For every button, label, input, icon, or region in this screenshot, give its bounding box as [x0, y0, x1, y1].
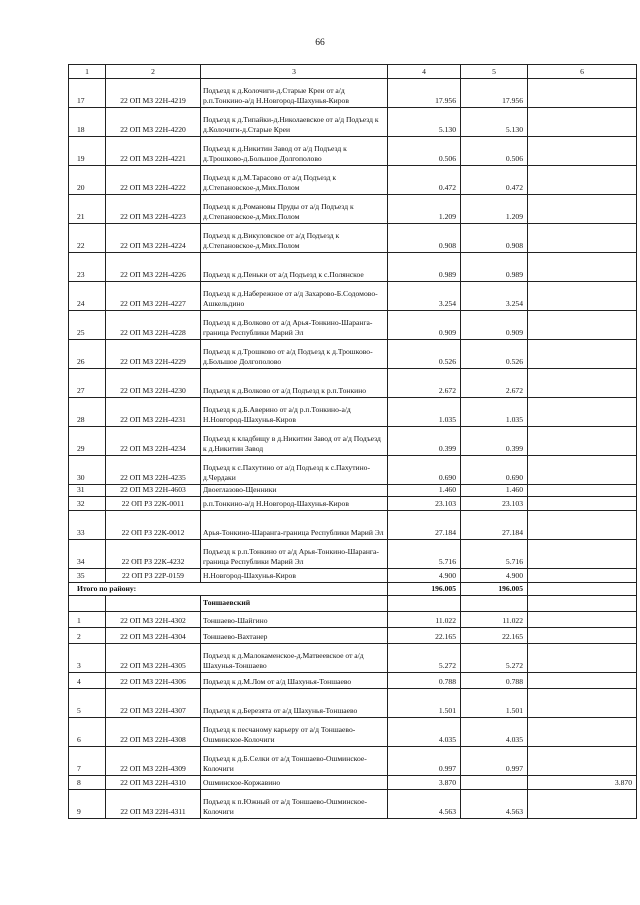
table-cell: 22 ОП МЗ 22Н-4308	[106, 718, 201, 747]
table-cell: 22 ОП МЗ 22Н-4231	[106, 398, 201, 427]
table-cell: Тоншаево-Вахтанер	[201, 628, 388, 644]
section-row	[69, 596, 637, 612]
table-cell: 5.716	[388, 540, 461, 569]
table-row	[69, 166, 637, 195]
table-cell: 22 ОП МЗ 22Н-4228	[106, 311, 201, 340]
table-cell: 4.900	[461, 569, 528, 583]
table-cell	[528, 456, 637, 485]
table-cell: 3.254	[461, 282, 528, 311]
table-cell: Подъезд к д.Б.Селки от а/д Тоншаево-Ошминское-Колочиги	[201, 747, 388, 776]
table-cell: 1.460	[461, 485, 528, 497]
header-cell: 3	[201, 65, 388, 79]
table-cell: Подъезд к с.Пахутино от а/д Подъезд к с.Пахутино-д.Чердаки	[201, 456, 388, 485]
table-row	[69, 137, 637, 166]
table-cell: Двоеглазово-Щенники	[201, 485, 388, 497]
table-row	[69, 511, 637, 540]
table-cell: 0.472	[388, 166, 461, 195]
table-cell	[528, 583, 637, 596]
table-cell: 22 ОП МЗ 22Н-4220	[106, 108, 201, 137]
table-cell	[528, 596, 637, 612]
table-cell: 22 ОП МЗ 22Н-4221	[106, 137, 201, 166]
table-row	[69, 224, 637, 253]
table-cell: 21	[69, 195, 106, 224]
table-cell: 24	[69, 282, 106, 311]
table-cell	[528, 485, 637, 497]
table-cell: 2.672	[388, 369, 461, 398]
table-cell: 0.989	[461, 253, 528, 282]
table-cell: 32	[69, 497, 106, 511]
header-cell: 4	[388, 65, 461, 79]
table-cell: 22 ОП МЗ 22Н-4304	[106, 628, 201, 644]
table-cell: Подъезд к п.Южный от а/д Тоншаево-Ошминское-Колочиги	[201, 790, 388, 819]
table-row	[69, 427, 637, 456]
table-row	[69, 456, 637, 485]
table-cell: 0.399	[388, 427, 461, 456]
table-cell: 23.103	[461, 497, 528, 511]
table-row	[69, 79, 637, 108]
table-cell: 23.103	[388, 497, 461, 511]
table-cell	[528, 166, 637, 195]
table-cell	[528, 398, 637, 427]
table-cell	[528, 718, 637, 747]
table-cell: 7	[69, 747, 106, 776]
table-cell: 22 ОП МЗ 22Н-4307	[106, 689, 201, 718]
table-row	[69, 776, 637, 790]
table-cell: 3.870	[528, 776, 637, 790]
table-cell: Ошминское-Коржавино	[201, 776, 388, 790]
table-row	[69, 689, 637, 718]
table-cell: 5.130	[461, 108, 528, 137]
table-cell: 22 ОП МЗ 22Н-4223	[106, 195, 201, 224]
table-cell: 2	[69, 628, 106, 644]
total-value: 196.005	[461, 583, 528, 596]
table-row	[69, 253, 637, 282]
table-cell: 1.209	[461, 195, 528, 224]
table-row	[69, 485, 637, 497]
table-cell	[528, 340, 637, 369]
table-cell: Подъезд к д.Колочиги-д.Старые Креи от а/д р.п.Тонкино-а/д Н.Новгород-Шахунья-Киров	[201, 79, 388, 108]
table-cell: Подъезд к д.Б.Аверино от а/д р.п.Тонкино-а/д Н.Новгород-Шахунья-Киров	[201, 398, 388, 427]
table-row	[69, 311, 637, 340]
table-cell	[528, 644, 637, 673]
table-cell	[461, 776, 528, 790]
table-cell: 0.788	[388, 673, 461, 689]
table-cell: 22 ОП МЗ 22Н-4230	[106, 369, 201, 398]
table-cell	[528, 540, 637, 569]
table-cell: 27.184	[388, 511, 461, 540]
header-cell: 2	[106, 65, 201, 79]
table-cell: 8	[69, 776, 106, 790]
table-cell: 30	[69, 456, 106, 485]
table-cell: Подъезд к д.Пеньки от а/д Подъезд к с.Полянское	[201, 253, 388, 282]
table-cell: 35	[69, 569, 106, 583]
table-cell: 2.672	[461, 369, 528, 398]
table-cell: 1.460	[388, 485, 461, 497]
table-row	[69, 497, 637, 511]
total-label: Итого по району:	[69, 583, 388, 596]
table-cell	[528, 224, 637, 253]
table-cell: 0.908	[388, 224, 461, 253]
table-cell: Подъезд к д.Волково от а/д Арья-Тонкино-Шаранга-граница Республики Марий Эл	[201, 311, 388, 340]
table-cell: 17.956	[388, 79, 461, 108]
table-cell: 0.472	[461, 166, 528, 195]
table-cell: 5.272	[461, 644, 528, 673]
table-cell: 0.908	[461, 224, 528, 253]
roads-table	[68, 64, 637, 819]
table-cell: Подъезд к кладбищу в д.Никитин Завод от а/д Подъезд к д.Никитин Завод	[201, 427, 388, 456]
table-cell: 0.526	[461, 340, 528, 369]
table-row	[69, 790, 637, 819]
table-cell	[528, 673, 637, 689]
table-cell: 17	[69, 79, 106, 108]
table-row	[69, 718, 637, 747]
table-row	[69, 282, 637, 311]
table-cell	[528, 612, 637, 628]
table-cell: 34	[69, 540, 106, 569]
table-cell: 1.035	[461, 398, 528, 427]
table-cell: Подъезд к д.М.Тарасово от а/д Подъезд к д.Степановское-д.Мих.Полом	[201, 166, 388, 195]
table-row	[69, 628, 637, 644]
table-cell: 0.788	[461, 673, 528, 689]
total-value: 196.005	[388, 583, 461, 596]
table-cell: Подъезд к песчаному карьеру от а/д Тоншаево-Ошминское-Колочиги	[201, 718, 388, 747]
table-cell: 22 ОП РЗ 22Р-0159	[106, 569, 201, 583]
table-cell: 0.690	[461, 456, 528, 485]
table-cell: 22 ОП МЗ 22Н-4224	[106, 224, 201, 253]
table-row	[69, 540, 637, 569]
table-cell: 3	[69, 644, 106, 673]
table-cell: 11.022	[461, 612, 528, 628]
page-number: 66	[315, 38, 325, 48]
table-cell: 0.506	[461, 137, 528, 166]
table-cell: 22 ОП МЗ 22Н-4302	[106, 612, 201, 628]
table-cell: Н.Новгород-Шахунья-Киров	[201, 569, 388, 583]
table-cell	[528, 282, 637, 311]
table-cell	[528, 311, 637, 340]
table-cell: 5.130	[388, 108, 461, 137]
table-row	[69, 195, 637, 224]
table-cell	[69, 596, 106, 612]
table-cell: Подъезд к д.Волково от а/д Подъезд к р.п.Тонкино	[201, 369, 388, 398]
table-cell: 22 ОП МЗ 22Н-4311	[106, 790, 201, 819]
table-cell: 4.035	[388, 718, 461, 747]
table-cell: Подъезд к р.п.Тонкино от а/д Арья-Тонкино-Шаранга-граница Республики Марий Эл	[201, 540, 388, 569]
table-cell	[528, 137, 637, 166]
table-cell: 22 ОП МЗ 22Н-4235	[106, 456, 201, 485]
table-cell	[528, 108, 637, 137]
table-cell: 1.035	[388, 398, 461, 427]
table-cell: 22 ОП МЗ 22Н-4310	[106, 776, 201, 790]
table-cell: Подъезд к д.Никитин Завод от а/д Подъезд к д.Трошково-д.Большое Долгополово	[201, 137, 388, 166]
total-row	[69, 583, 637, 596]
table-cell: 22 ОП МЗ 22Н-4226	[106, 253, 201, 282]
table-row	[69, 398, 637, 427]
table-cell: 22 ОП РЗ 22К-0011	[106, 497, 201, 511]
table-cell: 29	[69, 427, 106, 456]
table-cell: 22 ОП МЗ 22Н-4229	[106, 340, 201, 369]
table-cell	[528, 195, 637, 224]
table-cell: 31	[69, 485, 106, 497]
table-cell: Арья-Тонкино-Шаранга-граница Республики Марий Эл	[201, 511, 388, 540]
table-cell	[388, 596, 461, 612]
table-cell	[528, 747, 637, 776]
table-cell: 27.184	[461, 511, 528, 540]
table-row	[69, 747, 637, 776]
table-cell: 4	[69, 673, 106, 689]
header-cell: 6	[528, 65, 637, 79]
table-cell: 11.022	[388, 612, 461, 628]
table-cell: Подъезд к д.Викуловское от а/д Подъезд к д.Степановское-д.Мих.Полом	[201, 224, 388, 253]
table-row	[69, 644, 637, 673]
table-cell	[106, 596, 201, 612]
table-row	[69, 340, 637, 369]
table-cell: 23	[69, 253, 106, 282]
table-cell: 22.165	[388, 628, 461, 644]
table-cell: 0.989	[388, 253, 461, 282]
table-cell	[528, 511, 637, 540]
table-cell: 27	[69, 369, 106, 398]
table-cell: р.п.Тонкино-а/д Н.Новгород-Шахунья-Киров	[201, 497, 388, 511]
table-cell: 0.526	[388, 340, 461, 369]
table-cell: 20	[69, 166, 106, 195]
table-cell: Подъезд к д.М.Лом от а/д Шахунья-Тоншаево	[201, 673, 388, 689]
table-cell: 4.035	[461, 718, 528, 747]
table-cell	[528, 569, 637, 583]
table-cell: 17.956	[461, 79, 528, 108]
table-header-row	[69, 65, 637, 79]
table-cell	[528, 790, 637, 819]
table-cell: 5.272	[388, 644, 461, 673]
table-cell	[528, 427, 637, 456]
table-row	[69, 612, 637, 628]
table-cell: 22 ОП МЗ 22Н-4603	[106, 485, 201, 497]
table-cell: Подъезд к д.Березята от а/д Шахунья-Тоншаево	[201, 689, 388, 718]
table-row	[69, 369, 637, 398]
table-cell: 18	[69, 108, 106, 137]
table-cell: 4.563	[388, 790, 461, 819]
table-cell: 5	[69, 689, 106, 718]
table-cell: 22 ОП РЗ 22К-4232	[106, 540, 201, 569]
table-cell: 1	[69, 612, 106, 628]
table-cell: 0.997	[388, 747, 461, 776]
table-cell: 4.900	[388, 569, 461, 583]
table-cell	[528, 253, 637, 282]
table-cell: Подъезд к д.Малокаменское-д.Матвеевское от а/д Шахунья-Тоншаево	[201, 644, 388, 673]
table-cell: 9	[69, 790, 106, 819]
table-cell: 25	[69, 311, 106, 340]
table-cell	[461, 596, 528, 612]
table-cell	[528, 497, 637, 511]
table-cell: 6	[69, 718, 106, 747]
header-cell: 1	[69, 65, 106, 79]
table-cell	[528, 369, 637, 398]
table-cell: 22 ОП МЗ 22Н-4219	[106, 79, 201, 108]
table-row	[69, 569, 637, 583]
table-cell: 3.254	[388, 282, 461, 311]
table-cell: 1.501	[388, 689, 461, 718]
table-cell: 22.165	[461, 628, 528, 644]
table-cell: 33	[69, 511, 106, 540]
table-cell: 22 ОП МЗ 22Н-4234	[106, 427, 201, 456]
section-title: Тоншаевский	[201, 596, 388, 612]
table-cell	[528, 628, 637, 644]
table-cell: 0.506	[388, 137, 461, 166]
table-cell: 0.997	[461, 747, 528, 776]
table-cell	[528, 79, 637, 108]
table-cell	[528, 689, 637, 718]
table-cell: 22 ОП МЗ 22Н-4305	[106, 644, 201, 673]
roads-table-body	[69, 65, 637, 819]
table-cell: 4.563	[461, 790, 528, 819]
table-row	[69, 108, 637, 137]
table-cell: 1.209	[388, 195, 461, 224]
table-cell: Подъезд к д.Типайки-д.Николаевское от а/д Подъезд к д.Колочиги-д.Старые Креи	[201, 108, 388, 137]
table-cell: 0.690	[388, 456, 461, 485]
header-cell: 5	[461, 65, 528, 79]
table-cell: Подъезд к д.Романовы Пруды от а/д Подъезд к д.Степановское-д.Мих.Полом	[201, 195, 388, 224]
table-cell: 22 ОП МЗ 22Н-4227	[106, 282, 201, 311]
table-cell: 5.716	[461, 540, 528, 569]
table-cell: 0.909	[388, 311, 461, 340]
table-cell: 22 ОП МЗ 22Н-4222	[106, 166, 201, 195]
table-cell: Тоншаево-Шайгино	[201, 612, 388, 628]
table-row	[69, 673, 637, 689]
table-cell: Подъезд к д.Набережное от а/д Захарово-Б.Содомово-Ашкельдино	[201, 282, 388, 311]
table-cell: Подъезд к д.Трошково от а/д Подъезд к д.Трошково-д.Большое Долгополово	[201, 340, 388, 369]
table-cell: 0.399	[461, 427, 528, 456]
table-cell: 0.909	[461, 311, 528, 340]
table-cell: 22 ОП РЗ 22К-0012	[106, 511, 201, 540]
table-cell: 3.870	[388, 776, 461, 790]
table-cell: 19	[69, 137, 106, 166]
table-cell: 22	[69, 224, 106, 253]
table-cell: 1.501	[461, 689, 528, 718]
table-cell: 22 ОП МЗ 22Н-4306	[106, 673, 201, 689]
table-cell: 28	[69, 398, 106, 427]
table-cell: 22 ОП МЗ 22Н-4309	[106, 747, 201, 776]
table-cell: 26	[69, 340, 106, 369]
